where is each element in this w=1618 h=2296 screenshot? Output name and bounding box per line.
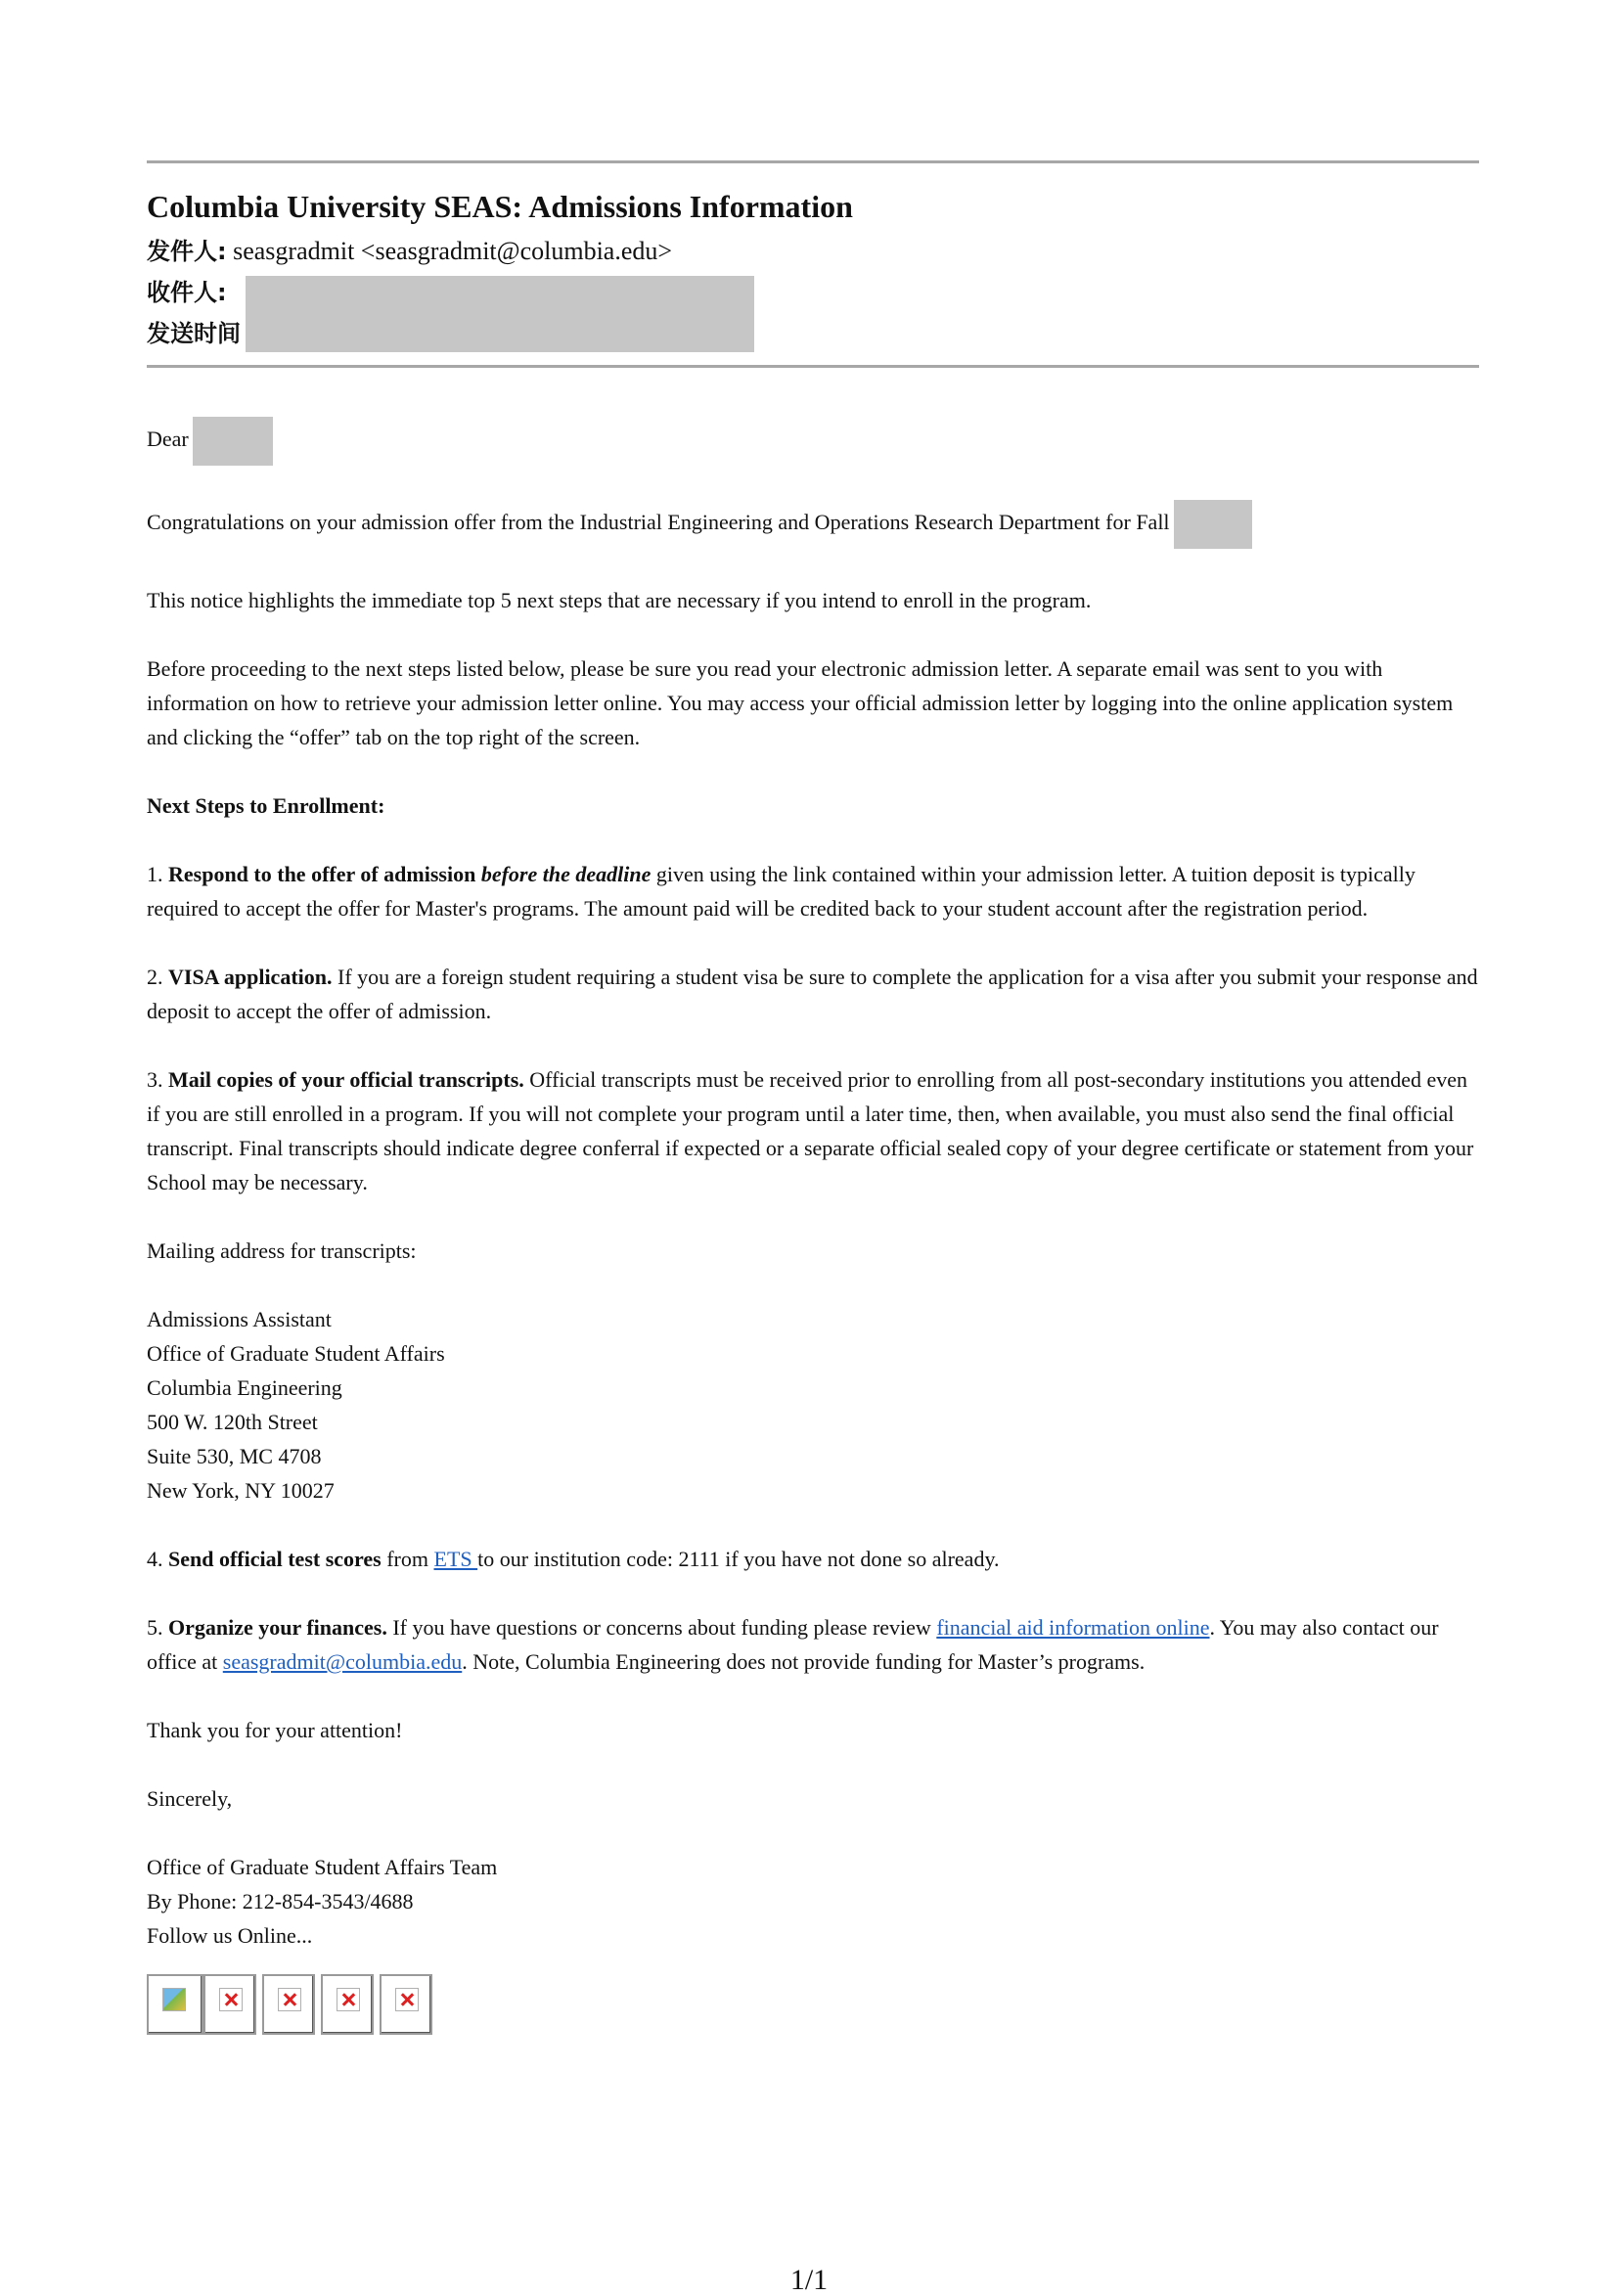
from-value: seasgradmit <seasgradmit@columbia.edu> xyxy=(233,237,673,265)
step-4-pre: from xyxy=(381,1547,434,1571)
social-icons xyxy=(147,1974,438,2035)
address-line: Admissions Assistant xyxy=(147,1307,332,1331)
address-line: New York, NY 10027 xyxy=(147,1478,335,1503)
closing-line: Sincerely, xyxy=(147,1786,233,1811)
step-2-text: If you are a foreign student requiring a student visa be sure to complete the application for a visa after you submit your response and deposit to accept the offer of admission. xyxy=(147,965,1478,1023)
step-3-num: 3. xyxy=(147,1067,168,1092)
step-5-num: 5. xyxy=(147,1615,168,1640)
step-4 xyxy=(147,1542,1479,1576)
signature-follow: Follow us Online... xyxy=(147,1923,313,1948)
mailing-label: Mailing address for transcripts: xyxy=(147,1238,417,1263)
step-2-bold: VISA application. xyxy=(168,965,333,989)
step-3-bold: Mail copies of your official transcripts. xyxy=(168,1067,524,1092)
email-link[interactable]: seasgradmit@columbia.edu xyxy=(222,1649,463,1674)
page-number: 1/1 xyxy=(789,2264,829,2296)
redaction-block xyxy=(246,276,754,352)
social-link[interactable] xyxy=(380,1974,432,2035)
social-link[interactable] xyxy=(203,1974,256,2035)
step-1-emphasis: before the deadline xyxy=(480,862,652,886)
email-header xyxy=(147,182,1479,354)
step-5-text: If you have questions or concerns about funding please review xyxy=(386,1615,937,1640)
step-3 xyxy=(147,1062,1479,1199)
step-5-bold: Organize your finances. xyxy=(168,1615,387,1640)
greeting-paragraph xyxy=(147,417,1479,466)
missing-image-icon xyxy=(278,1988,301,2011)
signature-phone: By Phone: 212-854-3543/4688 xyxy=(147,1889,414,1913)
email-subject: Columbia University SEAS: Admissions Information xyxy=(147,189,853,224)
sent-label: 发送时间 xyxy=(147,320,241,347)
address-line: Suite 530, MC 4708 xyxy=(147,1444,322,1468)
step-1-bold: Respond to the offer of admission xyxy=(168,862,481,886)
broken-image-icon xyxy=(162,1988,186,2011)
address-line: Columbia Engineering xyxy=(147,1375,342,1400)
step-2-num: 2. xyxy=(147,965,168,989)
steps-heading-text: Next Steps to Enrollment: xyxy=(147,793,385,818)
greeting: Dear xyxy=(147,427,189,452)
address-line: Office of Graduate Student Affairs xyxy=(147,1341,445,1366)
financial-aid-link[interactable]: financial aid information online xyxy=(936,1615,1210,1640)
steps-heading xyxy=(147,788,1479,823)
step-4-bold: Send official test scores xyxy=(168,1547,382,1571)
email-body xyxy=(147,417,1479,1953)
to-label: 收件人: xyxy=(147,279,227,306)
missing-image-icon xyxy=(219,1988,243,2011)
step-2 xyxy=(147,960,1479,1028)
year-redaction xyxy=(1174,500,1252,549)
step-3-text: Official transcripts must be received prior to enrolling from all post-secondary institutions you attended even if you are still enrolled in a program. If you will not complete your program until a later time, then, when available, you must also send the final official transcript. Final transcripts should indicate degree conferral if expected or a separate official sealed copy of your degree certificate or statement from your School may be necessary. xyxy=(147,1067,1474,1194)
step-1-num: 1. xyxy=(147,862,168,886)
ets-link[interactable]: ETS xyxy=(433,1547,478,1571)
step-1-text: given using the link contained within your admission letter. A tuition deposit is typically required to accept the offer for Master's programs. The amount paid will be credited back to your student account after the registration period. xyxy=(147,862,1416,921)
address-line: 500 W. 120th Street xyxy=(147,1410,318,1434)
thanks-line: Thank you for your attention! xyxy=(147,1718,403,1742)
missing-image-icon xyxy=(337,1988,360,2011)
social-link[interactable] xyxy=(321,1974,374,2035)
congrats-paragraph xyxy=(147,500,1479,549)
missing-image-icon xyxy=(395,1988,419,2011)
before-paragraph: Before proceeding to the next steps listed below, please be sure you read your electronic admission letter. A separate email was sent to you with information on how to retrieve your admission letter online. You may access your official admission letter by logging into the online application system and clicking the “offer” tab on the top right of the screen. xyxy=(147,656,1454,749)
header-bottom-divider xyxy=(147,365,1479,368)
header-top-divider xyxy=(147,160,1479,163)
step-5-text: . You may also contact our office at xyxy=(147,1615,1439,1674)
step-4-num: 4. xyxy=(147,1547,168,1571)
signature-team: Office of Graduate Student Affairs Team xyxy=(147,1855,498,1879)
step-1 xyxy=(147,857,1479,925)
social-link[interactable] xyxy=(147,1974,203,2035)
name-redaction xyxy=(193,417,273,466)
step-5-text: . Note, Columbia Engineering does not provide funding for Master’s programs. xyxy=(462,1649,1146,1674)
notice-paragraph: This notice highlights the immediate top 5 next steps that are necessary if you intend to enroll in the program. xyxy=(147,588,1092,612)
step-5 xyxy=(147,1610,1479,1679)
congrats-text: Congratulations on your admission offer from the Industrial Engineering and Operations Research Department for Fall xyxy=(147,510,1170,535)
from-row xyxy=(147,231,1479,272)
social-link[interactable] xyxy=(262,1974,315,2035)
from-label: 发件人: xyxy=(147,238,227,265)
step-4-text: to our institution code: 2111 if you have not done so already. xyxy=(477,1547,1000,1571)
